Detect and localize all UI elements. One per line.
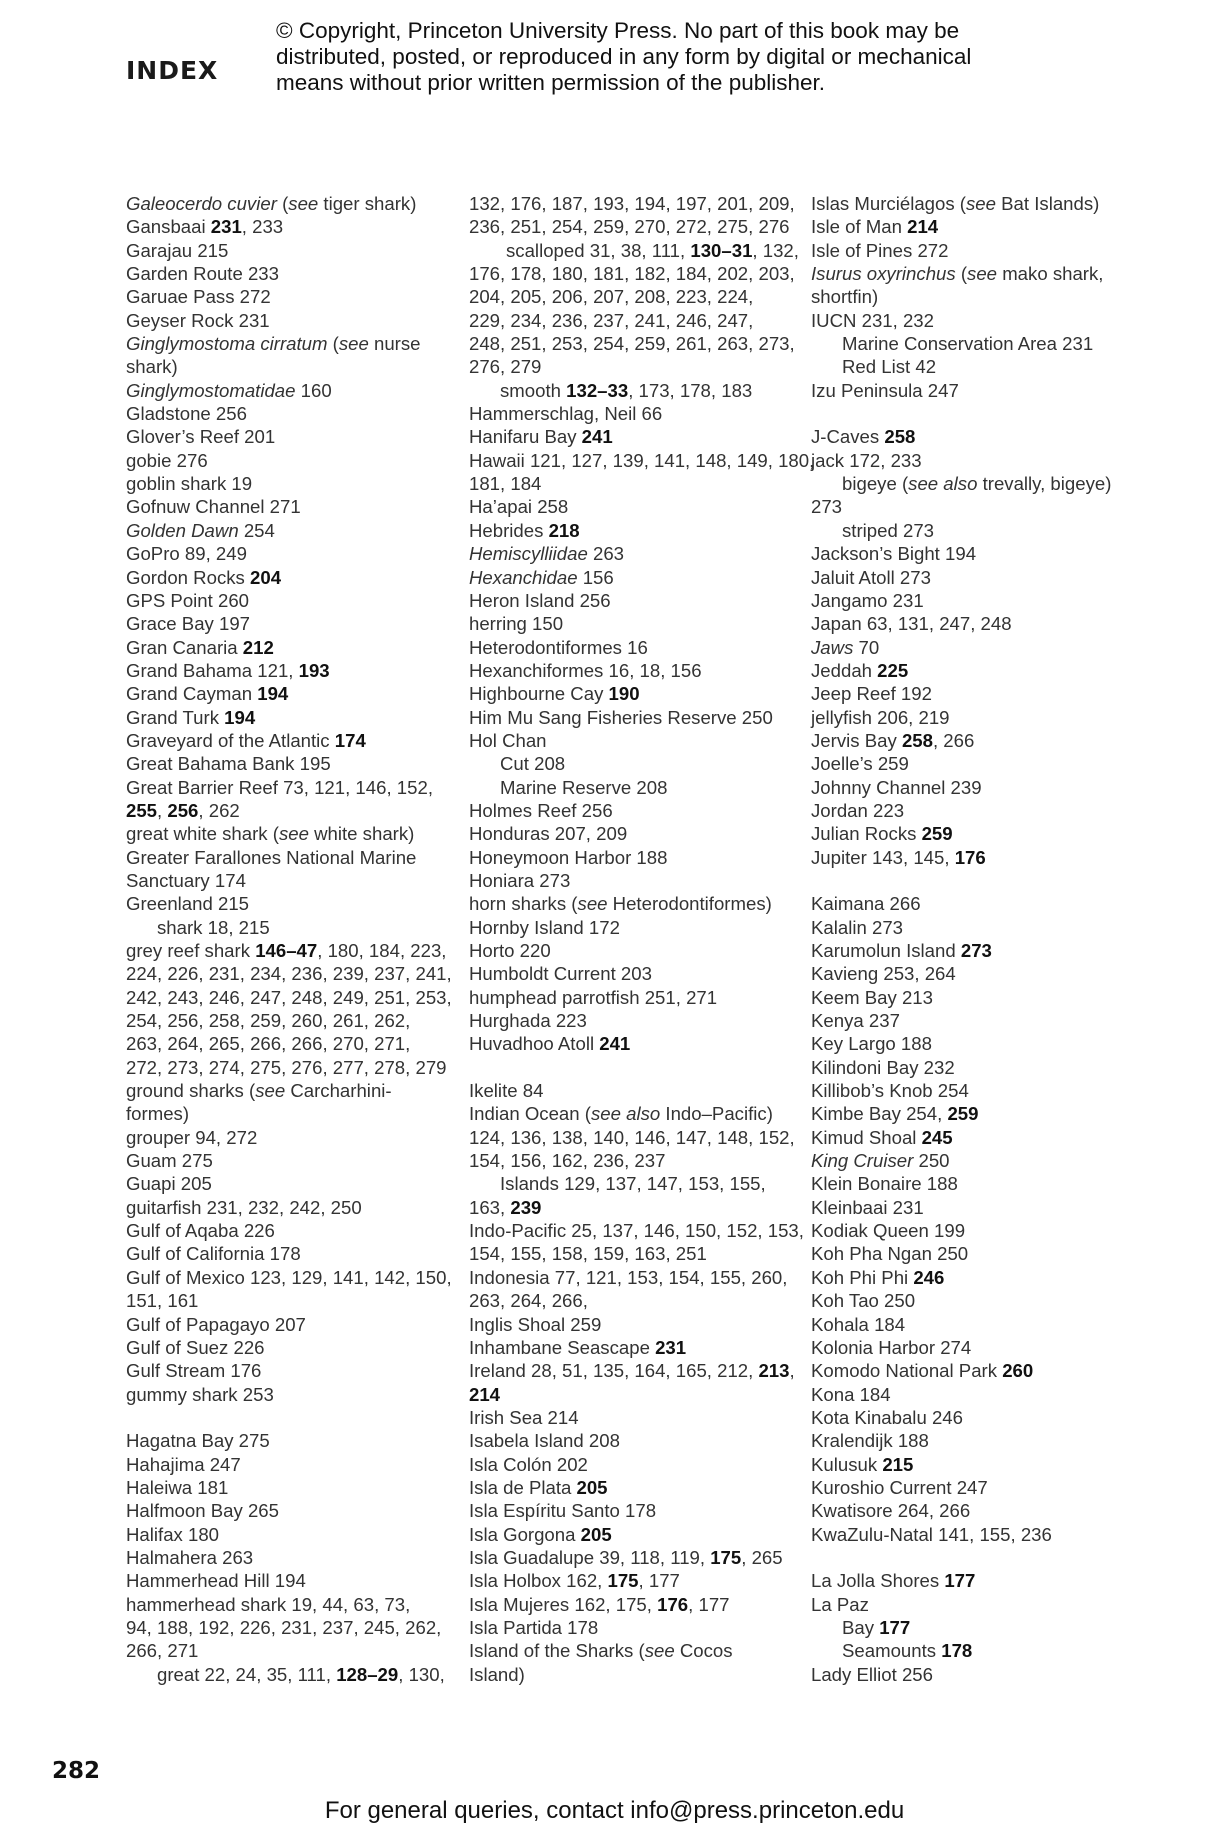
copyright-line: © Copyright, Princeton University Press. No part of this book may be xyxy=(276,18,960,43)
index-entry: Gran Canaria 212 xyxy=(126,636,274,658)
index-column-2 xyxy=(469,192,815,1686)
index-entry: Greenland 215 xyxy=(126,893,250,915)
index-entry: smooth 132–33, 173, 178, 183 xyxy=(500,379,753,401)
index-entry: grouper 94, 272 xyxy=(126,1126,258,1148)
index-entry: Hornby Island 172 xyxy=(469,916,620,938)
index-entry: Hebrides 218 xyxy=(469,519,580,541)
index-entry: great 22, 24, 35, 111, 128–29, 130, xyxy=(157,1663,445,1685)
index-entry: Kohala 184 xyxy=(811,1313,906,1335)
page-number: 282 xyxy=(52,1758,101,1784)
index-entry: Jangamo 231 xyxy=(811,589,924,611)
bold-page-ref: 231 xyxy=(210,216,242,238)
copyright-notice xyxy=(276,18,1036,96)
index-entry: 181, 184 xyxy=(469,473,542,495)
italic-term: Golden Dawn xyxy=(126,519,239,541)
bold-page-ref: 214 xyxy=(469,1383,501,1405)
index-entry: Humboldt Current 203 xyxy=(469,963,652,985)
bold-page-ref: 258 xyxy=(901,729,933,751)
index-entry: Kenya 237 xyxy=(811,1010,900,1032)
index-entry: Guam 275 xyxy=(126,1150,213,1172)
index-entry: Marine Conservation Area 231 xyxy=(842,333,1094,355)
index-entry: Ginglymostomatidae 160 xyxy=(126,379,332,401)
index-entry: gummy shark 253 xyxy=(126,1383,274,1405)
index-entry: Kralendijk 188 xyxy=(811,1430,929,1452)
index-entry: Honduras 207, 209 xyxy=(469,823,628,845)
bold-page-ref: 175 xyxy=(607,1570,639,1592)
index-entry: herring 150 xyxy=(469,613,564,635)
index-entry: shark) xyxy=(126,356,178,378)
index-entry: Hahajima 247 xyxy=(126,1453,241,1475)
italic-term: see xyxy=(288,193,319,214)
index-entry: 263, 264, 265, 266, 266, 270, 271, xyxy=(126,1033,411,1055)
index-entry: 163, 239 xyxy=(469,1196,542,1218)
index-entry: Isurus oxyrinchus (see mako shark, xyxy=(811,263,1104,285)
index-entry: GPS Point 260 xyxy=(126,589,250,611)
index-entry: bigeye (see also trevally, bigeye) xyxy=(842,473,1112,495)
italic-term: see xyxy=(278,823,309,845)
index-entry: grey reef shark 146–47, 180, 184, 223, xyxy=(126,940,447,961)
index-entry: scalloped 31, 38, 111, 130–31, 132, xyxy=(506,239,799,261)
index-entry: Inglis Shoal 259 xyxy=(469,1313,602,1335)
italic-term: see also xyxy=(590,1103,661,1125)
index-entry: Isla Holbox 162, 175, 177 xyxy=(469,1570,680,1592)
index-entry: Kodiak Queen 199 xyxy=(811,1220,966,1242)
index-entry: Huvadhoo Atoll 241 xyxy=(469,1033,631,1055)
bold-page-ref: 128–29 xyxy=(336,1663,399,1685)
bold-page-ref: 241 xyxy=(581,426,613,448)
index-entry: Isla Gorgona 205 xyxy=(469,1523,612,1545)
italic-term: see xyxy=(967,263,998,285)
index-entry: horn sharks (see Heterodontiformes) xyxy=(469,893,772,915)
italic-term: King Cruiser xyxy=(811,1150,914,1172)
index-entry: Jordan 223 xyxy=(811,799,905,821)
index-entry: Jaws 70 xyxy=(811,636,880,658)
index-entry: 176, 178, 180, 181, 182, 184, 202, 203, xyxy=(469,263,795,285)
index-entry: Indian Ocean (see also Indo–Pacific) xyxy=(469,1103,773,1125)
index-entry: Garuae Pass 272 xyxy=(126,286,271,308)
index-entry: Hammerschlag, Neil 66 xyxy=(469,403,663,425)
index-entry: Isla Guadalupe 39, 118, 119, 175, 265 xyxy=(469,1546,783,1568)
index-column-3 xyxy=(811,192,1131,1686)
index-entry: Japan 63, 131, 247, 248 xyxy=(811,613,1012,635)
index-entry: Kona 184 xyxy=(811,1383,891,1405)
bold-page-ref: 178 xyxy=(941,1640,973,1662)
index-entry: Isla Partida 178 xyxy=(469,1616,599,1638)
index-entry: Halifax 180 xyxy=(126,1523,220,1545)
bold-page-ref: 175 xyxy=(710,1546,742,1568)
index-entry: Isla de Plata 205 xyxy=(469,1476,608,1498)
italic-term: see xyxy=(644,1640,675,1662)
index-entry: 229, 234, 236, 237, 241, 246, 247, xyxy=(469,309,754,331)
index-entry: Lady Elliot 256 xyxy=(811,1663,933,1685)
index-entry: Horto 220 xyxy=(469,940,551,961)
section-gap xyxy=(811,869,1131,892)
index-entry: IUCN 231, 232 xyxy=(811,309,934,331)
index-entry: Kalalin 273 xyxy=(811,916,904,938)
index-entry: Indo-Pacific 25, 137, 146, 150, 152, 153, xyxy=(469,1220,804,1242)
index-entry: Grand Cayman 194 xyxy=(126,683,289,705)
copyright-line: distributed, posted, or reproduced in any form by digital or mechanical xyxy=(276,44,972,69)
bold-page-ref: 231 xyxy=(655,1336,687,1358)
index-entry: Hol Chan xyxy=(469,729,547,751)
bold-page-ref: 218 xyxy=(548,519,580,541)
index-entry: Hexanchiformes 16, 18, 156 xyxy=(469,659,702,681)
index-entry: jellyfish 206, 219 xyxy=(811,706,950,728)
index-entry: humphead parrotfish 251, 271 xyxy=(469,986,718,1008)
bold-page-ref: 215 xyxy=(882,1453,914,1475)
index-entry: 242, 243, 246, 247, 248, 249, 251, 253, xyxy=(126,986,452,1008)
index-entry: Kuroshio Current 247 xyxy=(811,1476,988,1498)
index-entry: Kwatisore 264, 266 xyxy=(811,1500,971,1522)
index-entry: Geyser Rock 231 xyxy=(126,309,270,331)
bold-page-ref: 130–31 xyxy=(690,239,753,261)
index-entry: ground sharks (see Carcharhini- xyxy=(126,1080,392,1102)
index-entry: Isla Mujeres 162, 175, 176, 177 xyxy=(469,1593,730,1615)
index-entry: Kleinbaai 231 xyxy=(811,1196,924,1218)
italic-term: Ginglymostomatidae xyxy=(126,379,296,401)
index-entry: Isla Colón 202 xyxy=(469,1453,588,1475)
index-entry: striped 273 xyxy=(842,519,934,541)
index-entry: Killibob’s Knob 254 xyxy=(811,1080,969,1102)
index-entry: guitarfish 231, 232, 242, 250 xyxy=(126,1196,362,1218)
italic-term: Ginglymostoma cirratum xyxy=(126,333,328,355)
italic-term: Isurus oxyrinchus xyxy=(811,263,956,285)
bold-page-ref: 132–33 xyxy=(566,379,629,401)
index-entry xyxy=(469,1383,789,1406)
index-entry: 276, 279 xyxy=(469,356,542,378)
index-entry: 154, 156, 162, 236, 237 xyxy=(469,1150,666,1172)
index-entry: Kimbe Bay 254, 259 xyxy=(811,1103,979,1125)
index-entry: Isle of Man 214 xyxy=(811,216,939,238)
index-entry: Honiara 273 xyxy=(469,869,571,891)
index-entry: Irish Sea 214 xyxy=(469,1406,579,1428)
index-entry: Hurghada 223 xyxy=(469,1010,587,1032)
italic-term: see xyxy=(966,193,996,214)
index-entry: 94, 188, 192, 226, 231, 237, 245, 262, xyxy=(126,1616,442,1638)
index-entry: jack 172, 233 xyxy=(811,449,922,471)
index-entry: Gulf of Suez 226 xyxy=(126,1336,265,1358)
bold-page-ref: 205 xyxy=(576,1476,608,1498)
bold-page-ref: 177 xyxy=(944,1570,976,1592)
index-entry: Jervis Bay 258, 266 xyxy=(811,729,975,751)
index-entry: 248, 251, 253, 254, 259, 261, 263, 273, xyxy=(469,333,795,355)
index-entry: 255, 256, 262 xyxy=(126,799,240,821)
bold-page-ref: 205 xyxy=(580,1523,612,1545)
index-entry: Gladstone 256 xyxy=(126,403,247,425)
index-entry: Karumolun Island 273 xyxy=(811,940,992,961)
index-entry: Gordon Rocks 204 xyxy=(126,566,282,588)
section-gap xyxy=(811,1546,1131,1569)
bold-page-ref: 177 xyxy=(879,1616,911,1638)
index-entry: 151, 161 xyxy=(126,1290,199,1312)
bold-page-ref: 259 xyxy=(947,1103,979,1125)
italic-term: see xyxy=(338,333,369,355)
index-entry: Kulusuk 215 xyxy=(811,1453,914,1475)
italic-term: Jaws xyxy=(811,636,854,658)
index-entry: Him Mu Sang Fisheries Reserve 250 xyxy=(469,706,773,728)
bold-page-ref: 174 xyxy=(334,729,366,751)
index-entry: GoPro 89, 249 xyxy=(126,543,247,565)
index-entry: shortfin) xyxy=(811,286,879,308)
bold-page-ref: 204 xyxy=(250,566,282,588)
bold-page-ref: 146–47 xyxy=(255,940,318,961)
index-entry: 272, 273, 274, 275, 276, 277, 278, 279 xyxy=(126,1056,447,1078)
italic-term: see xyxy=(577,893,608,915)
index-entry: Golden Dawn 254 xyxy=(126,519,275,541)
index-entry: Ginglymostoma cirratum (see nurse xyxy=(126,333,421,355)
index-entry: Kavieng 253, 264 xyxy=(811,963,956,985)
index-entry: Halmahera 263 xyxy=(126,1546,254,1568)
italic-term: see also xyxy=(908,473,978,495)
index-entry: Graveyard of the Atlantic 174 xyxy=(126,729,366,751)
copyright-line: means without prior written permission of the publisher. xyxy=(276,70,826,95)
index-entry: 273 xyxy=(811,496,843,518)
index-entry: KwaZulu-Natal 141, 155, 236 xyxy=(811,1523,1052,1545)
index-entry: Keem Bay 213 xyxy=(811,986,933,1008)
index-entry: Gulf Stream 176 xyxy=(126,1360,262,1382)
index-entry: Heron Island 256 xyxy=(469,589,611,611)
bold-page-ref: 259 xyxy=(921,823,953,845)
bold-page-ref: 212 xyxy=(242,636,274,658)
index-entry: Hagatna Bay 275 xyxy=(126,1430,270,1452)
bold-page-ref: 176 xyxy=(954,846,986,868)
index-entry: Koh Phi Phi 246 xyxy=(811,1266,945,1288)
bold-page-ref: 194 xyxy=(257,683,289,705)
index-entry: Grace Bay 197 xyxy=(126,613,251,635)
index-entry: Indonesia 77, 121, 153, 154, 155, 260, xyxy=(469,1266,788,1288)
index-entry: Hanifaru Bay 241 xyxy=(469,426,613,448)
section-gap xyxy=(469,1056,789,1079)
bold-page-ref: 273 xyxy=(960,940,992,961)
index-entry: Koh Pha Ngan 250 xyxy=(811,1243,969,1265)
index-entry: Ha’apai 258 xyxy=(469,496,569,518)
bold-page-ref: 241 xyxy=(599,1033,631,1055)
bold-page-ref: 260 xyxy=(1002,1360,1034,1382)
index-entry: Garajau 215 xyxy=(126,239,229,261)
index-entry: goblin shark 19 xyxy=(126,473,253,495)
index-entry: Red List 42 xyxy=(842,356,937,378)
index-entry: Gofnuw Channel 271 xyxy=(126,496,301,518)
index-entry: Komodo National Park 260 xyxy=(811,1360,1034,1382)
bold-page-ref: 225 xyxy=(877,659,909,681)
index-entry: Honeymoon Harbor 188 xyxy=(469,846,668,868)
bold-page-ref: 214 xyxy=(907,216,939,238)
index-entry: Halfmoon Bay 265 xyxy=(126,1500,279,1522)
index-entry: Grand Turk 194 xyxy=(126,706,256,728)
index-entry: Greater Farallones National Marine xyxy=(126,846,417,868)
index-entry: La Jolla Shores 177 xyxy=(811,1570,976,1592)
index-entry: 236, 251, 254, 259, 270, 272, 275, 276 xyxy=(469,216,790,238)
bold-page-ref: 239 xyxy=(510,1196,542,1218)
index-entry: Gulf of Papagayo 207 xyxy=(126,1313,306,1335)
index-entry: Islands 129, 137, 147, 153, 155, xyxy=(500,1173,766,1195)
index-entry: Ikelite 84 xyxy=(469,1080,544,1102)
index-entry: 254, 256, 258, 259, 260, 261, 262, xyxy=(126,1010,411,1032)
index-entry: Haleiwa 181 xyxy=(126,1476,229,1498)
index-entry: 154, 155, 158, 159, 163, 251 xyxy=(469,1243,707,1265)
footer-contact: For general queries, contact info@press.princeton.edu xyxy=(324,1797,905,1824)
italic-term: see xyxy=(255,1080,286,1102)
index-entry: Inhambane Seascape 231 xyxy=(469,1336,687,1358)
bold-page-ref: 193 xyxy=(298,659,330,681)
index-entry: Glover’s Reef 201 xyxy=(126,426,276,448)
index-entry: Hemiscylliidae 263 xyxy=(469,543,625,565)
index-entry: gobie 276 xyxy=(126,449,208,471)
index-entry: Kaimana 266 xyxy=(811,893,921,915)
index-entry: Marine Reserve 208 xyxy=(500,776,668,798)
index-entry: Jeddah 225 xyxy=(811,659,909,681)
index-heading: INDEX xyxy=(126,56,219,85)
index-entry: Gulf of Aqaba 226 xyxy=(126,1220,275,1242)
bold-page-ref: 245 xyxy=(921,1126,953,1148)
italic-term: Hemiscylliidae xyxy=(469,543,588,565)
bold-page-ref: 255 xyxy=(126,799,158,821)
index-entry: shark 18, 215 xyxy=(157,916,270,938)
index-entry: Kolonia Harbor 274 xyxy=(811,1336,972,1358)
index-entry: Ireland 28, 51, 135, 164, 165, 212, 213, xyxy=(469,1360,795,1382)
index-entry: Isle of Pines 272 xyxy=(811,239,949,261)
index-entry: Guapi 205 xyxy=(126,1173,212,1195)
index-entry: Julian Rocks 259 xyxy=(811,823,953,845)
index-entry: Key Largo 188 xyxy=(811,1033,932,1055)
index-entry: Sanctuary 174 xyxy=(126,869,246,891)
index-entry: Jupiter 143, 145, 176 xyxy=(811,846,986,868)
bold-page-ref: 194 xyxy=(224,706,256,728)
index-entry: Island) xyxy=(469,1663,525,1685)
index-entry: Kota Kinabalu 246 xyxy=(811,1406,963,1428)
section-gap xyxy=(811,402,1131,425)
index-entry: 224, 226, 231, 234, 236, 239, 237, 241, xyxy=(126,963,452,985)
bold-page-ref: 256 xyxy=(167,799,199,821)
italic-term: Galeocerdo cuvier xyxy=(126,193,277,214)
index-entry: La Paz xyxy=(811,1593,869,1615)
index-entry: great white shark (see white shark) xyxy=(126,823,415,845)
index-entry: Great Barrier Reef 73, 121, 146, 152, xyxy=(126,776,433,798)
bold-page-ref: 258 xyxy=(884,426,916,448)
index-entry: Garden Route 233 xyxy=(126,263,279,285)
index-entry: Jaluit Atoll 273 xyxy=(811,566,931,588)
index-entry: 204, 205, 206, 207, 208, 223, 224, xyxy=(469,286,754,308)
index-entry: Isabela Island 208 xyxy=(469,1430,620,1452)
index-entry: Hawaii 121, 127, 139, 141, 148, 149, 180, xyxy=(469,449,815,471)
index-entry: J-Caves 258 xyxy=(811,426,916,448)
index-entry: Gansbaai 231, 233 xyxy=(126,216,284,238)
index-entry: Cut 208 xyxy=(500,753,566,775)
index-entry: Hammerhead Hill 194 xyxy=(126,1570,306,1592)
index-entry: Jeep Reef 192 xyxy=(811,683,932,705)
index-entry: formes) xyxy=(126,1103,190,1125)
index-entry: 263, 264, 266, xyxy=(469,1290,588,1312)
index-entry: Gulf of Mexico 123, 129, 141, 142, 150, xyxy=(126,1266,452,1288)
index-entry: Kilindoni Bay 232 xyxy=(811,1056,955,1078)
index-entry: Hexanchidae 156 xyxy=(469,566,614,588)
index-entry: Islas Murciélagos (see Bat Islands) xyxy=(811,193,1100,214)
index-entry: Jackson’s Bight 194 xyxy=(811,543,977,565)
bold-page-ref: 190 xyxy=(608,683,640,705)
index-entry: 124, 136, 138, 140, 146, 147, 148, 152, xyxy=(469,1126,795,1148)
index-entry: Isla Espíritu Santo 178 xyxy=(469,1500,657,1522)
italic-term: Hexanchidae xyxy=(469,566,578,588)
index-entry: Great Bahama Bank 195 xyxy=(126,753,331,775)
index-entry: Gulf of California 178 xyxy=(126,1243,301,1265)
bold-page-ref: 176 xyxy=(657,1593,689,1615)
index-entry: Izu Peninsula 247 xyxy=(811,379,959,401)
bold-page-ref: 246 xyxy=(913,1266,945,1288)
index-entry: Seamounts 178 xyxy=(842,1640,973,1662)
index-entry: hammerhead shark 19, 44, 63, 73, xyxy=(126,1593,411,1615)
index-entry: Grand Bahama 121, 193 xyxy=(126,659,330,681)
index-entry: Klein Bonaire 188 xyxy=(811,1173,958,1195)
index-entry: Island of the Sharks (see Cocos xyxy=(469,1640,733,1662)
bold-page-ref: 213 xyxy=(758,1360,790,1382)
index-entry: Johnny Channel 239 xyxy=(811,776,982,798)
index-entry: 266, 271 xyxy=(126,1640,199,1662)
index-entry: King Cruiser 250 xyxy=(811,1150,950,1172)
index-entry: 132, 176, 187, 193, 194, 197, 201, 209, xyxy=(469,193,795,214)
index-entry: Highbourne Cay 190 xyxy=(469,683,640,705)
index-entry: Kimud Shoal 245 xyxy=(811,1126,953,1148)
index-column-1 xyxy=(126,192,451,1686)
index-entry: Holmes Reef 256 xyxy=(469,799,613,821)
index-entry: Koh Tao 250 xyxy=(811,1290,916,1312)
section-gap xyxy=(126,1406,451,1429)
index-entry: Heterodontiformes 16 xyxy=(469,636,648,658)
index-entry: Galeocerdo cuvier (see tiger shark) xyxy=(126,193,417,214)
index-entry: Bay 177 xyxy=(842,1616,911,1638)
index-entry: Joelle’s 259 xyxy=(811,753,909,775)
